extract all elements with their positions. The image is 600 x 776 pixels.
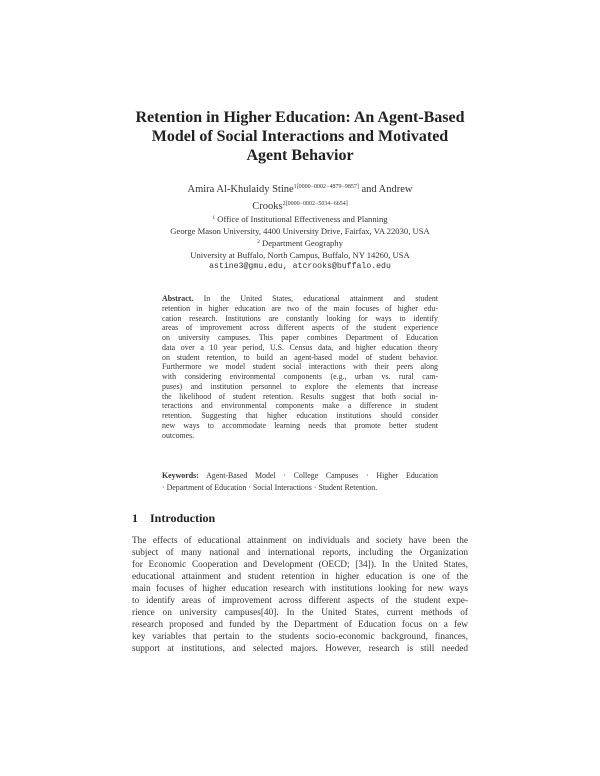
abstract xyxy=(162,294,438,440)
author1-name: Amira Al-Khulaidy Stine xyxy=(187,184,294,195)
abstract-label: Abstract. xyxy=(162,294,194,303)
section-number: 1 xyxy=(132,511,138,525)
body-line: educational attainment and student retention in higher education is one of the xyxy=(132,572,468,582)
keywords-line-1 xyxy=(162,470,438,482)
keywords-text-1: Agent-Based Model · College Campuses · Higher Education xyxy=(206,471,438,480)
abstract-line: retention in higher education are two of the main focuses of higher edu- xyxy=(162,303,438,313)
affiliation-1-line-1 xyxy=(110,213,490,226)
abstract-line xyxy=(162,294,438,304)
keywords xyxy=(162,470,438,494)
body-line: for Economic Cooperation and Development (OECD; [34]). In the United States, xyxy=(132,560,468,570)
abstract-line: puses) and institution personnel to explore the elements that increase xyxy=(162,381,438,391)
abstract-line: data over a 10 year period, U.S. Census data, and higher education theory xyxy=(162,342,438,352)
body-line: to identify areas of improvement across different aspects of the student expe- xyxy=(132,596,468,606)
section-heading xyxy=(132,511,215,526)
affiliation-2-mark: 2 xyxy=(257,239,260,245)
body-line: main focuses of higher education research with institutions looking for new ways xyxy=(132,584,468,594)
body-line: key variables that pertain to the students socio-economic background, finances, xyxy=(132,632,468,642)
author-line-2 xyxy=(120,197,480,214)
title-line-2: Model of Social Interactions and Motivated xyxy=(151,128,449,145)
title-line-1: Retention in Higher Education: An Agent-Based xyxy=(135,109,465,126)
body-text xyxy=(132,535,468,655)
body-line: The effects of educational attainment on individuals and society have been the xyxy=(132,536,468,546)
abstract-line: cation research. Institutions are constantly looking for ways to identify xyxy=(162,313,438,323)
abstract-line: with considering environmental components (e.g., urban vs. rural cam- xyxy=(162,372,438,381)
body-line: rience on university campuses[40]. In the United States, current methods of xyxy=(132,608,468,618)
abstract-line: Furthermore we model student social interactions with their peers along xyxy=(162,362,438,372)
author-and: and Andrew xyxy=(361,184,413,195)
affiliations xyxy=(110,213,490,273)
abstract-line: new ways to accommodate learning needs that promote better student xyxy=(162,420,438,430)
author2-orcid: 2[0000−0002−5034−6654] xyxy=(282,201,348,207)
author1-orcid: 1[0000−0002−4879−9857] xyxy=(293,184,359,190)
affiliation-2-line-2: University at Buffalo, North Campus, Buffalo, NY 14260, USA xyxy=(190,249,410,260)
affiliation-1-line-2: George Mason University, 4400 University Drive, Fairfax, VA 22030, USA xyxy=(170,225,430,236)
affiliation-2-name: Department Geography xyxy=(262,238,343,248)
section-title: Introduction xyxy=(150,511,216,525)
author-block xyxy=(120,180,480,214)
affiliation-1-name: Office of Institutional Effectiveness and Planning xyxy=(217,214,388,224)
abstract-line: on university campuses. This paper combines Department of Education xyxy=(162,333,438,342)
keywords-label: Keywords: xyxy=(162,471,199,480)
paper-title xyxy=(100,108,500,165)
title-line-3: Agent Behavior xyxy=(246,147,354,164)
abstract-line: teractions and environmental components make a difference in student xyxy=(162,401,438,411)
abstract-line: the likelihood of student retention. Results suggest that both social in- xyxy=(162,391,438,401)
author-line-1 xyxy=(120,180,480,197)
abstract-line: retention. Suggesting that higher education institutions should consider xyxy=(162,411,438,420)
abstract-line: on student retention, to build an agent-based model of student behavior. xyxy=(162,352,438,362)
affiliation-2-line-1 xyxy=(110,237,490,250)
abstract-text: In the United States, educational attainment and student xyxy=(203,294,438,303)
body-line: research proposed and funded by the Department of Education focus on a few xyxy=(132,620,468,630)
body-line: subject of many national and international reports, including the Organization xyxy=(132,548,468,558)
author2-name: Crooks xyxy=(252,201,283,212)
abstract-line: areas of improvement across different aspects of the student experience xyxy=(162,323,438,333)
affiliation-1-mark: 1 xyxy=(212,215,216,221)
author-emails: astine3@gmu.edu, atcrooks@buffalo.edu xyxy=(209,262,391,271)
abstract-line: outcomes. xyxy=(162,430,195,440)
body-line: support at institutions, and selected majors. However, research is still needed xyxy=(132,644,468,654)
keywords-line-2: · Department of Education · Social Interactions · Student Retention. xyxy=(162,483,378,492)
